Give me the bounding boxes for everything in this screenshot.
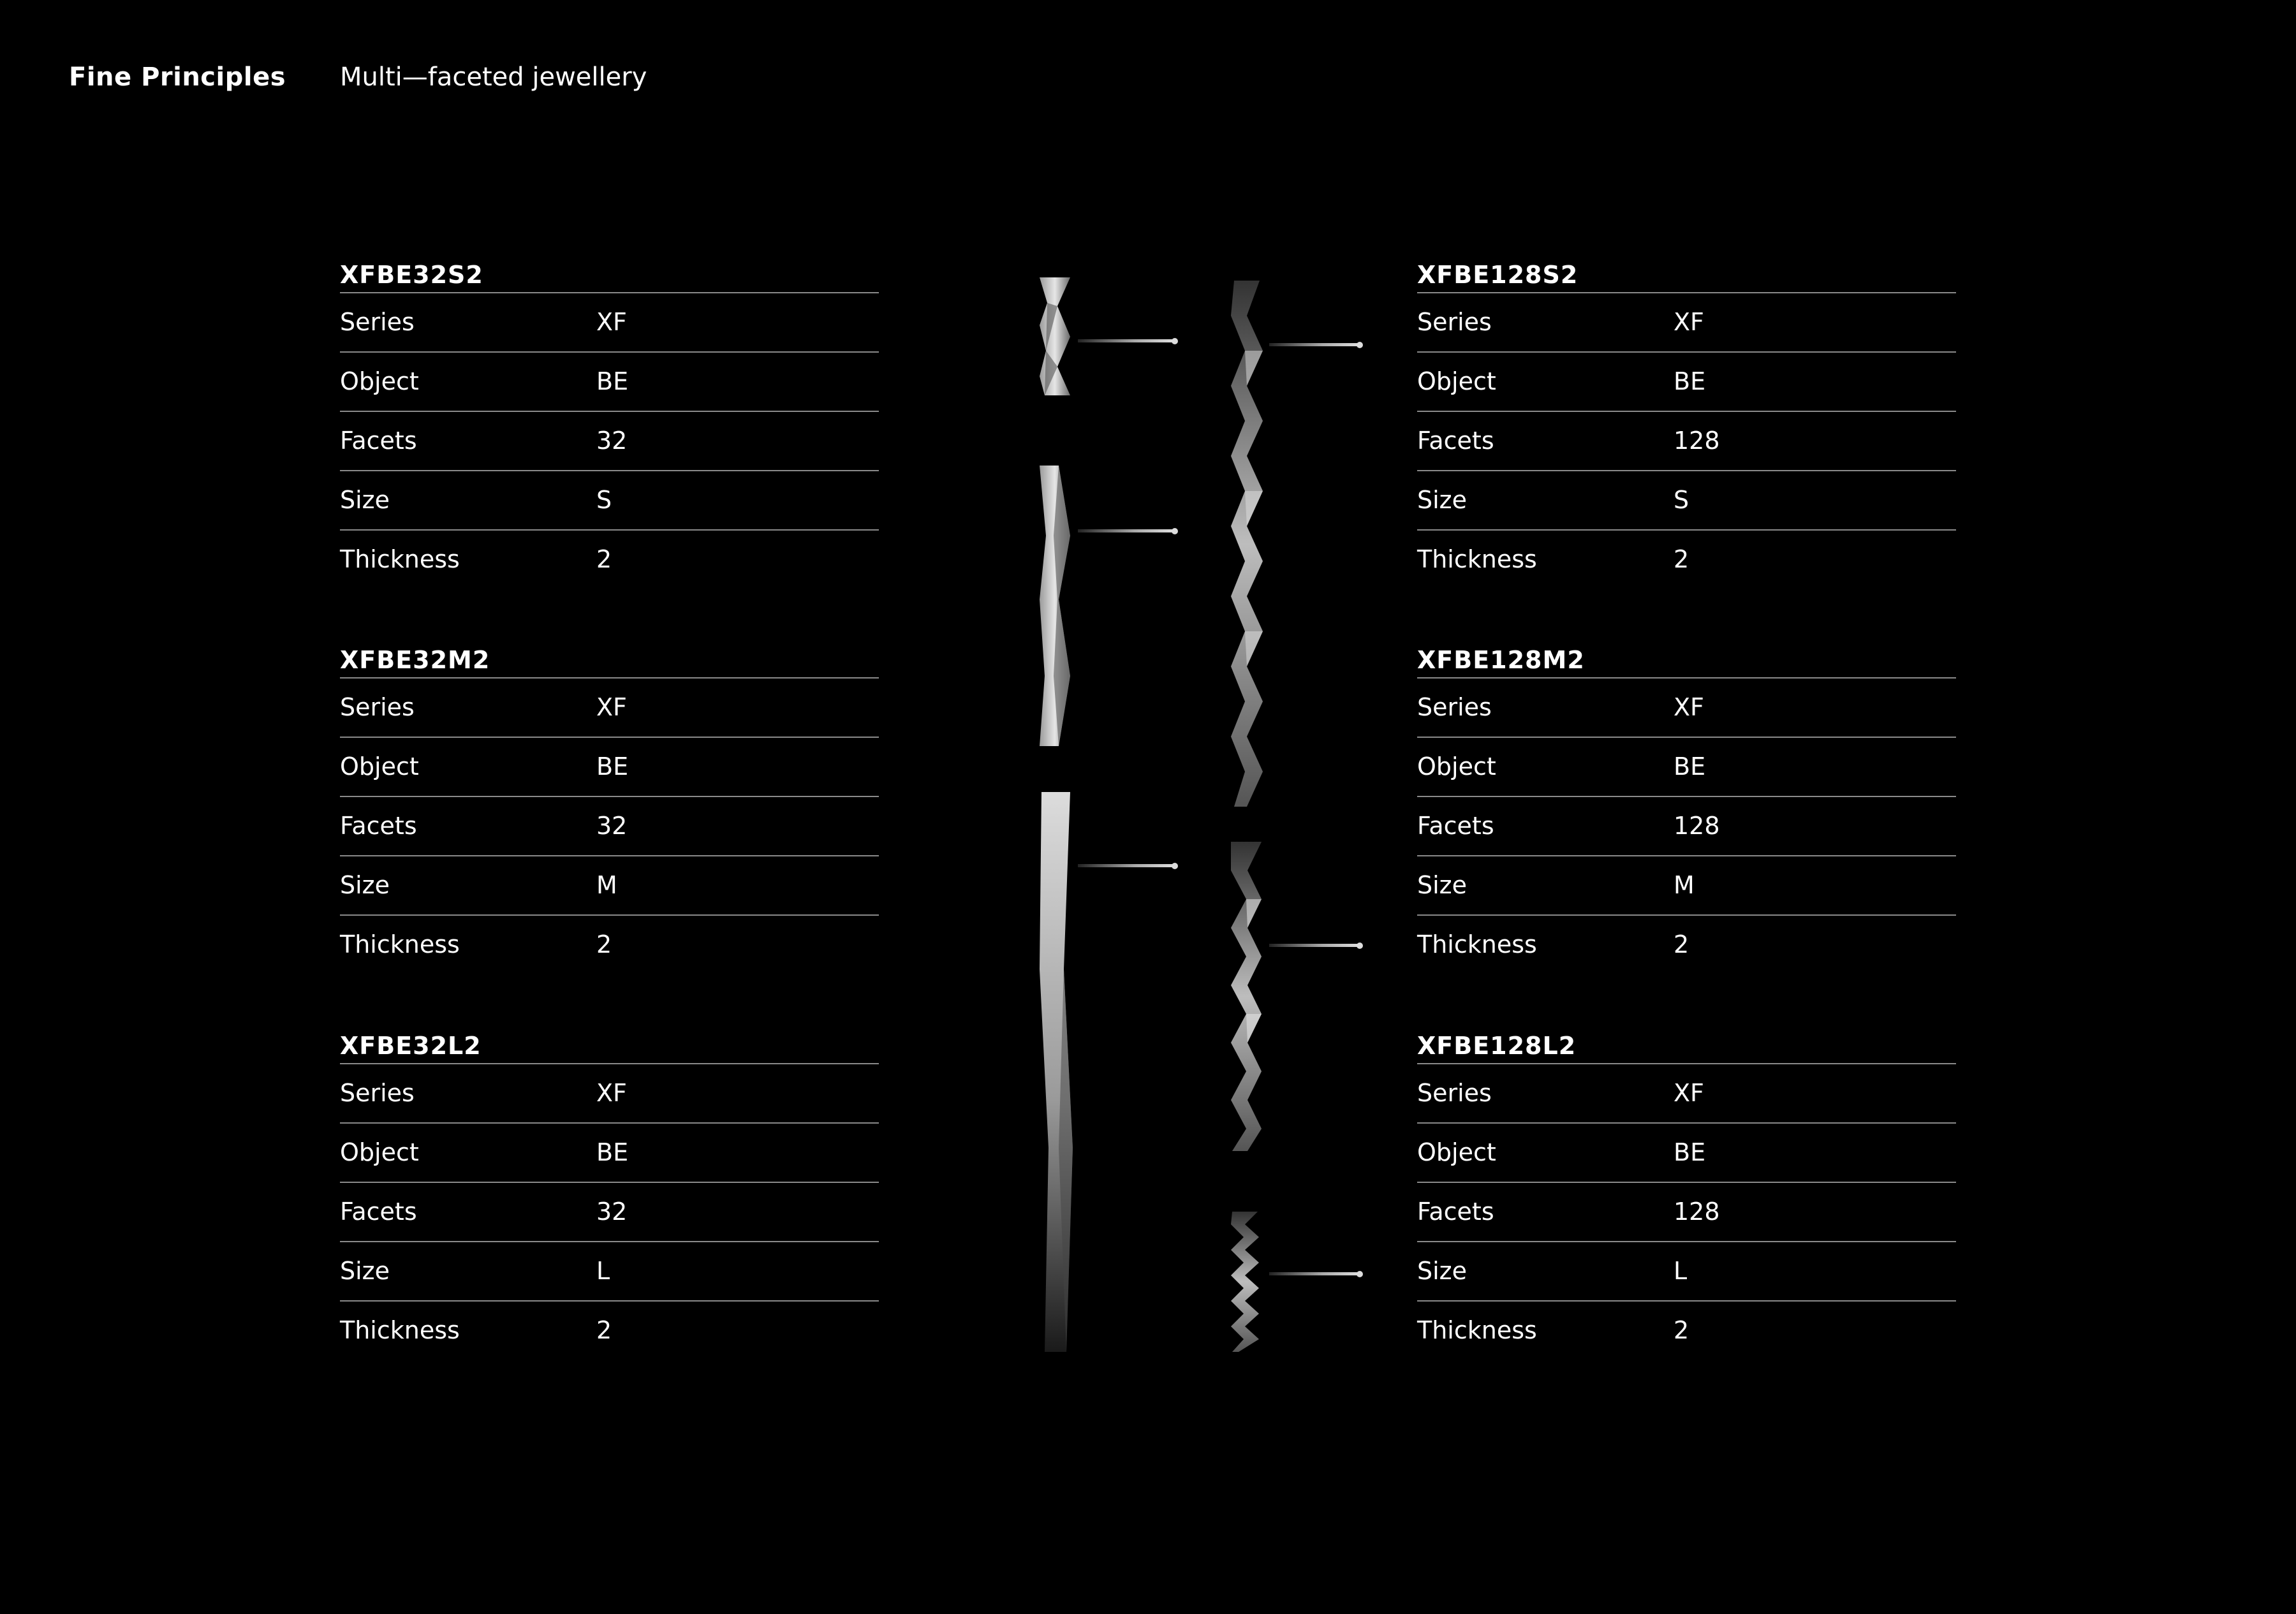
spec-row-object [1417, 1124, 1956, 1183]
spec-label: Object [1417, 752, 1496, 781]
spec-value: L [596, 1257, 610, 1285]
spec-row-series [1417, 293, 1956, 353]
spec-row-thickness [340, 1302, 879, 1360]
spec-row-series [1417, 679, 1956, 738]
jewellery-illustration [1008, 268, 1416, 1365]
spec-row-facets [340, 797, 879, 856]
spec-value: BE [596, 367, 629, 395]
spec-table-xfbe32s2 [340, 258, 879, 589]
spec-label: Facets [1417, 812, 1494, 840]
spec-code: XFBE128S2 [1417, 258, 1956, 293]
spec-label: Facets [1417, 427, 1494, 455]
spec-value: BE [1674, 752, 1706, 781]
spec-value: 2 [1674, 930, 1689, 958]
spec-row-object [340, 353, 879, 412]
spec-label: Series [340, 693, 415, 721]
spec-row-thickness [1417, 531, 1956, 589]
spec-row-size [1417, 856, 1956, 916]
spec-row-thickness [340, 531, 879, 589]
spec-row-series [1417, 1064, 1956, 1124]
spec-value: 32 [596, 427, 628, 455]
spec-label: Size [340, 1257, 390, 1285]
spec-label: Series [1417, 693, 1492, 721]
spec-label: Size [1417, 1257, 1468, 1285]
spec-row-thickness [1417, 916, 1956, 974]
spec-row-object [340, 738, 879, 797]
spec-value: XF [596, 308, 627, 336]
spec-label: Object [340, 367, 419, 395]
spec-row-size [1417, 1242, 1956, 1302]
earring-128-s-icon [1231, 281, 1363, 807]
spec-row-facets [1417, 1183, 1956, 1242]
spec-row-object [340, 1124, 879, 1183]
spec-label: Facets [340, 812, 417, 840]
spec-label: Series [340, 308, 415, 336]
earring-32-s-icon [1040, 277, 1178, 395]
spec-row-facets [340, 412, 879, 471]
spec-value: XF [596, 1079, 627, 1107]
brand-title: Fine Principles [69, 62, 286, 92]
spec-label: Thickness [1417, 1316, 1537, 1344]
spec-label: Size [1417, 871, 1468, 899]
spec-row-series [340, 1064, 879, 1124]
spec-table-xfbe128l2 [1417, 1029, 1956, 1360]
spec-value: L [1674, 1257, 1688, 1285]
spec-row-size [340, 471, 879, 531]
spec-label: Object [340, 1138, 419, 1166]
spec-label: Thickness [340, 930, 460, 958]
spec-label: Thickness [1417, 545, 1537, 573]
spec-value: XF [1674, 1079, 1704, 1107]
spec-row-size [1417, 471, 1956, 531]
spec-label: Size [340, 871, 390, 899]
spec-code: XFBE32M2 [340, 643, 879, 679]
spec-value: 128 [1674, 812, 1720, 840]
earring-128-l-icon [1231, 1212, 1363, 1352]
earring-128-m-icon [1231, 842, 1363, 1151]
spec-label: Series [1417, 1079, 1492, 1107]
spec-row-thickness [1417, 1302, 1956, 1360]
spec-value: XF [1674, 693, 1704, 721]
spec-value: XF [596, 693, 627, 721]
spec-value: S [596, 486, 612, 514]
spec-label: Object [340, 752, 419, 781]
spec-table-xfbe128s2 [1417, 258, 1956, 589]
spec-table-xfbe128m2 [1417, 643, 1956, 974]
earring-32-l-icon [1040, 792, 1178, 1352]
spec-label: Thickness [340, 545, 460, 573]
page-subtitle: Multi—faceted jewellery [340, 62, 647, 92]
spec-value: S [1674, 486, 1689, 514]
spec-code: XFBE32L2 [340, 1029, 879, 1064]
spec-value: BE [596, 1138, 629, 1166]
spec-row-size [340, 1242, 879, 1302]
spec-row-thickness [340, 916, 879, 974]
spec-value: 32 [596, 812, 628, 840]
spec-code: XFBE128M2 [1417, 643, 1956, 679]
spec-value: M [596, 871, 617, 899]
spec-value: 2 [1674, 1316, 1689, 1344]
spec-label: Facets [340, 427, 417, 455]
spec-row-size [340, 856, 879, 916]
spec-table-xfbe32l2 [340, 1029, 879, 1360]
spec-value: M [1674, 871, 1695, 899]
spec-row-facets [1417, 797, 1956, 856]
spec-label: Thickness [1417, 930, 1537, 958]
spec-row-series [340, 293, 879, 353]
spec-row-facets [340, 1183, 879, 1242]
spec-value: BE [1674, 1138, 1706, 1166]
spec-table-xfbe32m2 [340, 643, 879, 974]
spec-value: 128 [1674, 1198, 1720, 1226]
spec-value: 32 [596, 1198, 628, 1226]
spec-row-series [340, 679, 879, 738]
spec-label: Size [1417, 486, 1468, 514]
spec-value: 128 [1674, 427, 1720, 455]
spec-value: XF [1674, 308, 1704, 336]
spec-label: Object [1417, 367, 1496, 395]
earring-32-m-icon [1040, 466, 1178, 746]
spec-value: 2 [596, 1316, 612, 1344]
spec-label: Series [1417, 308, 1492, 336]
spec-label: Series [340, 1079, 415, 1107]
spec-row-object [1417, 738, 1956, 797]
spec-value: BE [596, 752, 629, 781]
spec-row-facets [1417, 412, 1956, 471]
spec-label: Thickness [340, 1316, 460, 1344]
spec-label: Size [340, 486, 390, 514]
spec-value: BE [1674, 367, 1706, 395]
spec-row-object [1417, 353, 1956, 412]
spec-value: 2 [596, 930, 612, 958]
spec-code: XFBE32S2 [340, 258, 879, 293]
spec-label: Facets [340, 1198, 417, 1226]
spec-value: 2 [596, 545, 612, 573]
spec-label: Facets [1417, 1198, 1494, 1226]
spec-value: 2 [1674, 545, 1689, 573]
spec-code: XFBE128L2 [1417, 1029, 1956, 1064]
spec-label: Object [1417, 1138, 1496, 1166]
